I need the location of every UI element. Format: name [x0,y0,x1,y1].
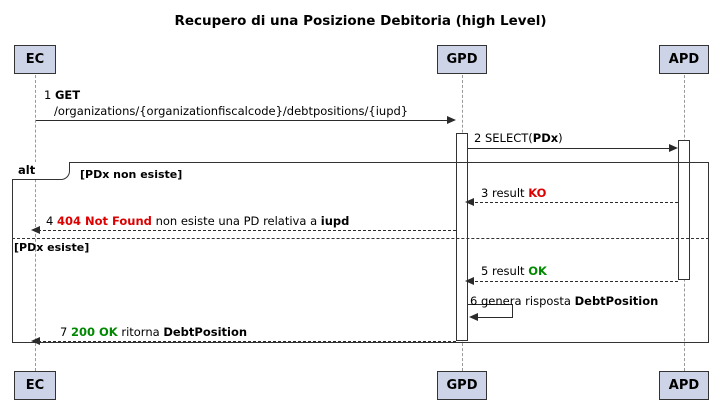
message-3-arrowhead [465,198,474,206]
message-6-bold: DebtPosition [574,294,659,308]
message-6-number: 6 [470,294,478,308]
message-7-arrowhead [31,337,40,345]
participant-foot-gpd[interactable]: GPD [437,371,487,400]
participant-head-apd[interactable]: APD [659,45,709,74]
message-5-label [481,264,547,278]
message-1-line [36,120,454,121]
message-1-method: GET [54,88,81,102]
message-6-text: genera risposta [480,294,575,308]
message-2-arrowhead [669,144,678,152]
message-5-status: OK [528,264,547,278]
message-4-bold: iupd [320,214,350,228]
alt-fragment-divider [12,238,709,239]
message-1-path: /organizations/{organizationfiscalcode}/debtpositions/{iupd} [54,104,409,118]
message-3-text: result [491,186,529,200]
alt-guard-1: [PDx non esiste] [80,168,183,181]
participant-head-gpd[interactable]: GPD [437,45,487,74]
message-3-line [470,202,678,203]
message-4-line [38,230,456,231]
message-2-text: SELECT( [484,131,533,145]
alt-fragment [12,162,709,343]
message-2-tail: ) [558,131,563,145]
participant-foot-ec[interactable]: EC [14,371,56,400]
message-5-line [470,281,678,282]
message-7-text: ritorna [117,325,164,339]
diagram-title: Recupero di una Posizione Debitoria (high Level) [174,13,547,29]
message-7-status: 200 OK [70,325,118,339]
message-5-text: result [491,264,529,278]
message-3-number: 3 [481,186,489,200]
message-5-arrowhead [465,277,474,285]
participant-head-ec[interactable]: EC [14,45,56,74]
message-4-status: 404 Not Found [56,214,152,228]
message-7-line [38,341,456,342]
alt-fragment-operator: alt [12,162,70,180]
message-4-number: 4 [46,214,54,228]
message-4-text: non esiste una PD relativa a [151,214,321,228]
message-1-arrowhead [447,116,456,124]
message-2-number: 2 [474,131,482,145]
message-2-line [468,148,671,149]
message-6-line-bottom [478,317,513,318]
message-5-number: 5 [481,264,489,278]
message-7-bold: DebtPosition [163,325,248,339]
message-1-number: 1 [44,88,52,102]
message-6-arrowhead [469,313,478,321]
message-4-label [46,214,349,228]
participant-foot-apd[interactable]: APD [659,371,709,400]
message-4-arrowhead [31,226,40,234]
alt-guard-2: [PDx esiste] [14,241,90,254]
message-3-label [481,186,546,200]
message-6-label [470,294,658,308]
message-3-status: KO [528,186,547,200]
message-2-bold: PDx [532,131,559,145]
message-2-label [474,131,563,145]
message-1-label [44,88,80,102]
message-7-label [60,325,247,339]
message-7-number: 7 [60,325,68,339]
